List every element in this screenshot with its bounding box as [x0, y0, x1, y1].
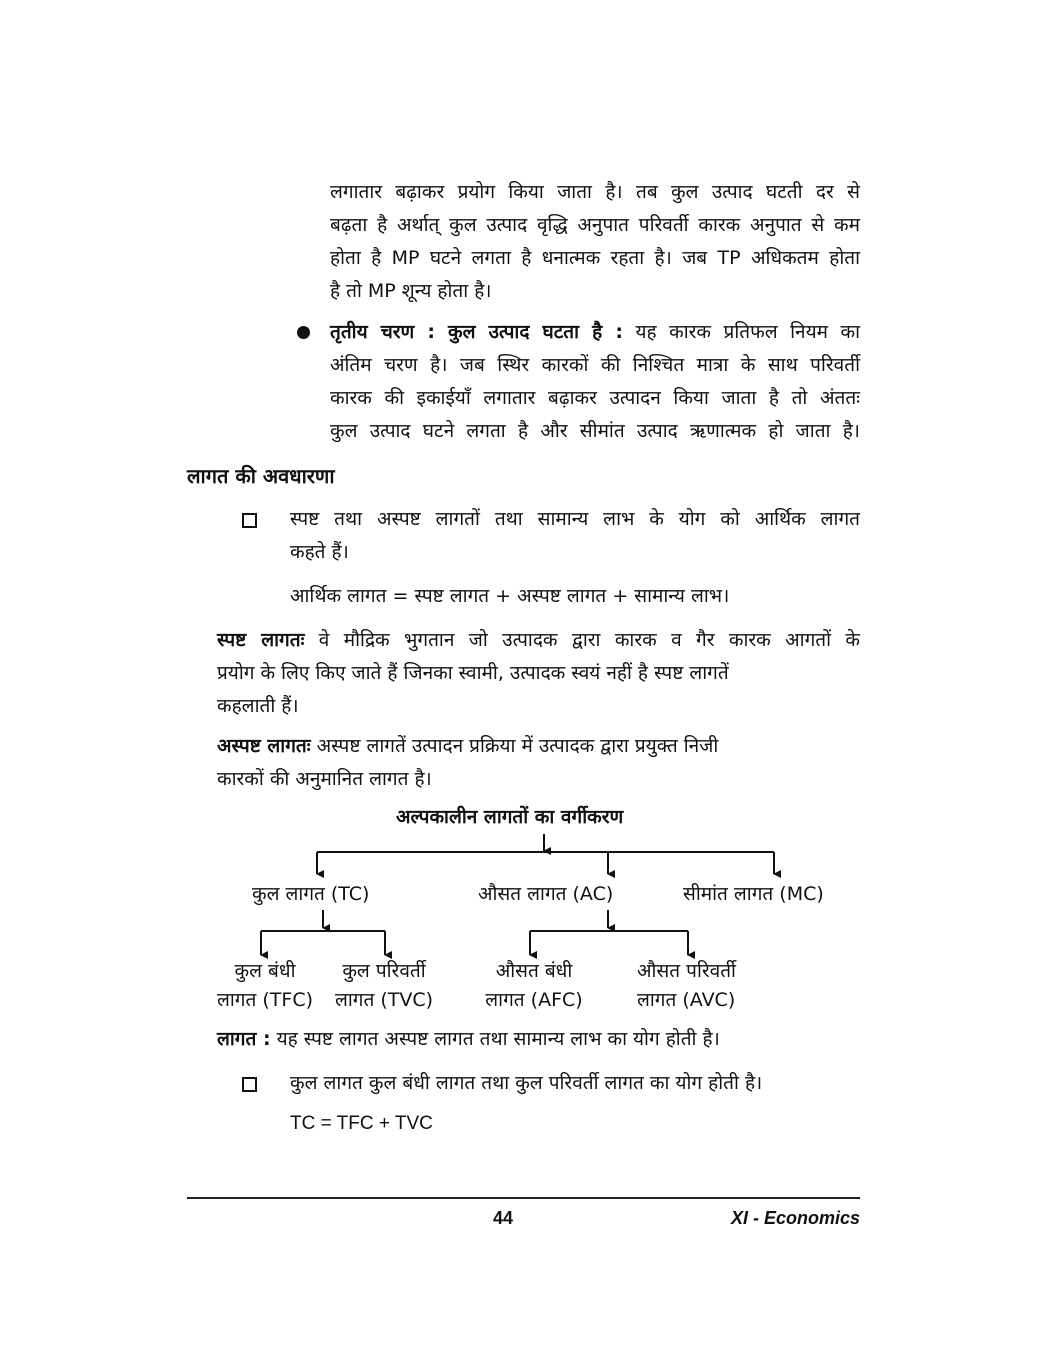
text-line: वे मौद्रिक भुगतान जो उत्पादक द्वारा कारक व गैर कारक आगतों के — [304, 629, 861, 651]
text-line: लगातार बढ़ाकर प्रयोग किया जाता है। तब कुल उत्पाद घटती दर से — [330, 181, 860, 203]
section-heading: लागत की अवधारणा — [187, 464, 335, 488]
economic-cost-formula: आर्थिक लागत = स्पष्ट लागत + अस्पष्ट लागत + सामान्य लाभ। — [290, 585, 730, 607]
diagram-node-afc — [480, 957, 588, 1015]
node-line: औसत बंधी — [495, 960, 573, 982]
diagram-node-tfc — [212, 957, 318, 1015]
text-line: यह कारक प्रतिफल नियम का — [622, 321, 860, 343]
page-number: 44 — [493, 1208, 514, 1228]
text-line: कारकों की अनुमानित लागत है। — [217, 768, 432, 790]
text-line: है तो MP शून्य होता है। — [330, 280, 492, 302]
text-line: कहलाती हैं। — [217, 695, 299, 717]
total-cost-statement: कुल लागत कुल बंधी लागत तथा कुल परिवर्ती लागत का योग होती है। — [290, 1072, 763, 1094]
node-line: औसत परिवर्ती — [637, 960, 736, 982]
text-line: होता है MP घटने लगता है धनात्मक रहता है। जब TP अधिकतम होता — [330, 247, 860, 269]
diagram-node-tvc — [330, 957, 438, 1015]
diagram-node-ac: औसत लागत (AC) — [478, 883, 614, 905]
node-line: लागत (TFC) — [217, 989, 313, 1011]
footer-divider — [187, 1197, 860, 1199]
text-line: स्पष्ट तथा अस्पष्ट लागतों तथा सामान्य लाभ के योग को आर्थिक लागत — [290, 508, 860, 530]
diagram-node-avc — [637, 957, 749, 1015]
third-stage-heading: तृतीय चरण : कुल उत्पाद घटता है : — [330, 321, 623, 343]
node-line: कुल परिवर्ती — [342, 960, 426, 982]
text-line: यह स्पष्ट लागत अस्पष्ट लागत तथा सामान्य लाभ का योग होती है। — [270, 1028, 720, 1050]
text-line: कुल उत्पाद घटने लगता है और सीमांत उत्पाद ऋणात्मक हो जाता है। — [330, 420, 860, 442]
diagram-node-mc: सीमांत लागत (MC) — [683, 883, 824, 905]
node-line: कुल बंधी — [234, 960, 296, 982]
text-line: कारक की इकाईयाँ लगातार बढ़ाकर उत्पादन किया जाता है तो अंततः — [330, 387, 860, 409]
diagram-node-tc: कुल लागत (TC) — [252, 883, 370, 905]
node-line: लागत (AFC) — [485, 989, 583, 1011]
text-line: अस्पष्ट लागतें उत्पादन प्रक्रिया में उत्पादक द्वारा प्रयुक्त निजी — [310, 735, 719, 757]
diagram-title: अल्पकालीन लागतों का वर्गीकरण — [396, 806, 624, 828]
text-line: अंतिम चरण है। जब स्थिर कारकों की निश्चित मात्रा के साथ परिवर्ती — [330, 354, 860, 376]
book-title: XI - Economics — [730, 1208, 860, 1228]
node-line: लागत (AVC) — [637, 989, 736, 1011]
implicit-cost-term: अस्पष्ट लागतः — [217, 735, 311, 757]
explicit-cost-term: स्पष्ट लागतः — [217, 629, 305, 651]
text-line: कहते हैं। — [290, 541, 349, 563]
cost-definition-term: लागत : — [217, 1028, 271, 1050]
text-line: प्रयोग के लिए किए जाते हैं जिनका स्वामी, उत्पादक स्वयं नहीं है स्पष्ट लागतें — [217, 662, 729, 684]
text-line: बढ़ता है अर्थात् कुल उत्पाद वृद्धि अनुपात परिवर्ती कारक अनुपात से कम — [330, 214, 860, 236]
total-cost-formula: TC = TFC + TVC — [290, 1113, 433, 1134]
checkbox-bullet-icon — [242, 1077, 257, 1092]
node-line: लागत (TVC) — [334, 989, 434, 1011]
cost-definition — [217, 1024, 720, 1054]
